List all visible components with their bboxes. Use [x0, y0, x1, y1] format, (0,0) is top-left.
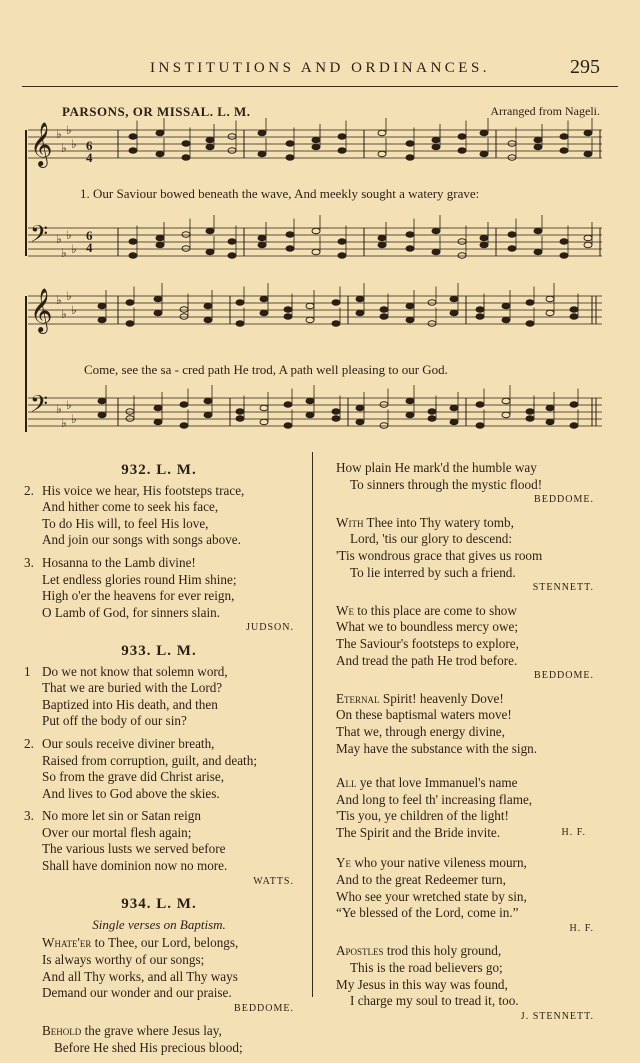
- verse-drop-word: Behold: [42, 1023, 82, 1039]
- verse-author: STENNETT.: [532, 582, 594, 594]
- note-head: [338, 134, 346, 140]
- single-verse-we: [336, 603, 594, 669]
- note-head: [228, 239, 236, 245]
- verse-line: And lives to God above the skies.: [42, 785, 220, 801]
- note-head: [180, 314, 188, 320]
- note-head: [380, 307, 388, 313]
- note-head: [204, 303, 212, 309]
- note-head: [156, 235, 164, 241]
- hymn-933-verse-1: [24, 664, 294, 730]
- flat-icon: ♭: [71, 412, 77, 426]
- verse-line: And tread the path He trod before.: [336, 652, 518, 668]
- note-head: [406, 303, 414, 309]
- note-head: [458, 239, 466, 245]
- verse-line: And to the great Redeemer turn,: [336, 872, 506, 888]
- page-number: 295: [570, 56, 600, 78]
- hymn-934-verse-1: [24, 935, 294, 1001]
- note-head: [560, 148, 568, 154]
- note-head: [534, 144, 542, 150]
- hymn-933-title: 933. L. M.: [121, 642, 197, 659]
- note-head: [258, 235, 266, 241]
- lyric-line-2: Come, see the sa - cred path He trod, A path well pleasing to our God.: [84, 362, 448, 377]
- note-head: [126, 416, 134, 422]
- note-head: [338, 239, 346, 245]
- note-head: [129, 239, 137, 245]
- verse-author: BEDDOME.: [534, 494, 594, 506]
- verse-number: 2.: [24, 482, 34, 498]
- note-head: [450, 296, 458, 302]
- note-head: [450, 310, 458, 316]
- verse-author: H. F.: [569, 922, 594, 934]
- verse-line: And long to feel th' increasing flame,: [336, 791, 533, 807]
- note-head: [584, 235, 592, 241]
- note-head: [458, 148, 466, 154]
- note-head: [126, 321, 134, 327]
- note-head: [480, 151, 488, 157]
- verse-line: Raised from corruption, guilt, and death;: [42, 752, 257, 768]
- note-head: [356, 419, 364, 425]
- verse-number: 1: [24, 663, 31, 679]
- note-head: [332, 321, 340, 327]
- note-head: [450, 405, 458, 411]
- note-head: [546, 296, 554, 302]
- note-head: [428, 416, 436, 422]
- note-head: [182, 246, 190, 252]
- note-head: [526, 321, 534, 327]
- hymn-934-author-1: BEDDOME.: [234, 1002, 294, 1014]
- note-head: [206, 137, 214, 143]
- note-head: [476, 307, 484, 313]
- note-head: [258, 151, 266, 157]
- note-head: [98, 398, 106, 404]
- note-head: [204, 412, 212, 418]
- verse-line: My Jesus in this way was found,: [336, 976, 508, 992]
- note-head: [312, 228, 320, 234]
- note-head: [356, 296, 364, 302]
- flat-icon: ♭: [71, 137, 77, 151]
- note-head: [228, 253, 236, 259]
- note-head: [182, 141, 190, 147]
- flat-icon: ♭: [61, 416, 67, 430]
- note-head: [428, 300, 436, 306]
- note-head: [584, 130, 592, 136]
- left-column: [24, 460, 294, 1063]
- note-head: [458, 134, 466, 140]
- note-head: [476, 314, 484, 320]
- note-head: [338, 253, 346, 259]
- note-head: [98, 303, 106, 309]
- note-head: [428, 321, 436, 327]
- note-head: [286, 141, 294, 147]
- note-head: [180, 402, 188, 408]
- note-head: [286, 246, 294, 252]
- note-head: [356, 405, 364, 411]
- flat-icon: ♭: [66, 123, 72, 137]
- note-head: [180, 423, 188, 429]
- flat-icon: ♭: [56, 127, 62, 141]
- verse-line: I charge my soul to tread it, too.: [350, 993, 519, 1009]
- note-head: [534, 228, 542, 234]
- note-head: [260, 419, 268, 425]
- verse-line: And hither come to seek his face,: [42, 499, 219, 515]
- note-head: [154, 419, 162, 425]
- note-head: [406, 246, 414, 252]
- note-head: [508, 141, 516, 147]
- note-head: [129, 148, 137, 154]
- verse-line: O Lamb of God, for sinners slain.: [42, 604, 220, 620]
- hymn-934-subtitle: Single verses on Baptism.: [92, 916, 226, 932]
- verse-drop-word: Whate'er: [42, 935, 92, 951]
- verse-line: Hosanna to the Lamb divine!: [42, 554, 196, 570]
- flat-icon: ♭: [56, 402, 62, 416]
- verse-line: 'Tis wondrous grace that gives us room: [336, 547, 543, 563]
- continued-verse: [336, 460, 594, 493]
- verse-line: Before He shed His precious blood;: [54, 1040, 243, 1055]
- note-head: [338, 148, 346, 154]
- verse-line: Over our mortal flesh again;: [42, 824, 192, 840]
- bass-clef-icon: 𝄢: [30, 390, 49, 423]
- note-head: [584, 242, 592, 248]
- note-head: [502, 303, 510, 309]
- verse-line: to Thee, our Lord, belongs,: [94, 935, 239, 951]
- note-head: [570, 423, 578, 429]
- flat-icon: ♭: [61, 246, 67, 260]
- verse-drop-word: Ye: [336, 855, 352, 871]
- note-head: [378, 130, 386, 136]
- lyric-line-1: 1. Our Saviour bowed beneath the wave, And meekly sought a watery grave:: [80, 186, 480, 201]
- verse-line: Let endless glories round Him shine;: [42, 571, 237, 587]
- flat-icon: ♭: [66, 289, 72, 303]
- tune-name: PARSONS, OR MISSAL. L. M.: [62, 104, 251, 119]
- verse-line: the grave where Jesus lay,: [84, 1023, 222, 1039]
- note-head: [129, 253, 137, 259]
- note-head: [286, 155, 294, 161]
- note-head: [306, 412, 314, 418]
- note-head: [546, 310, 554, 316]
- hymn-932-verse-2: [24, 483, 294, 549]
- verse-drop-word: With: [336, 514, 364, 530]
- verse-author: J. STENNETT.: [520, 1010, 594, 1022]
- note-head: [458, 253, 466, 259]
- note-head: [380, 402, 388, 408]
- time-signature: 4: [86, 150, 93, 165]
- note-head: [228, 134, 236, 140]
- single-verse-all: [336, 775, 594, 841]
- note-head: [204, 317, 212, 323]
- verse-author: H. F.: [561, 826, 586, 838]
- verse-line: The Spirit and the Bride invite.: [336, 824, 501, 840]
- flat-icon: ♭: [66, 398, 72, 412]
- note-head: [284, 423, 292, 429]
- note-head: [534, 249, 542, 255]
- single-verse-apostles: [336, 943, 594, 1009]
- hymn-933-author: WATTS.: [253, 875, 294, 887]
- flat-icon: ♭: [61, 141, 67, 155]
- note-head: [476, 423, 484, 429]
- header-rule: [22, 86, 618, 87]
- hymn-933-verse-2: [24, 736, 294, 802]
- note-head: [258, 130, 266, 136]
- verse-line: To do His will, to feel His love,: [42, 515, 209, 531]
- treble-clef-icon: 𝄞: [30, 122, 53, 166]
- verse-number: 3.: [24, 554, 34, 570]
- note-head: [228, 148, 236, 154]
- note-head: [480, 242, 488, 248]
- note-head: [526, 409, 534, 415]
- note-head: [284, 402, 292, 408]
- verse-line: “Ye blessed of the Lord, come in.”: [336, 905, 519, 921]
- verse-number: 3.: [24, 808, 34, 824]
- verse-drop-word: Apostles: [336, 943, 384, 959]
- note-head: [406, 412, 414, 418]
- verse-line: trod this holy ground,: [386, 943, 502, 959]
- verse-line: Baptized into His death, and then: [42, 696, 218, 712]
- verse-line: Lord, 'tis our glory to descend:: [350, 531, 513, 547]
- note-head: [378, 235, 386, 241]
- note-head: [406, 232, 414, 238]
- treble-clef-icon: 𝄞: [30, 288, 53, 332]
- note-head: [306, 317, 314, 323]
- note-head: [546, 405, 554, 411]
- note-head: [480, 130, 488, 136]
- note-head: [502, 398, 510, 404]
- note-head: [306, 303, 314, 309]
- note-head: [356, 310, 364, 316]
- note-head: [129, 134, 137, 140]
- verse-line: The various lusts we served before: [42, 841, 226, 857]
- flat-icon: ♭: [56, 232, 62, 246]
- note-head: [286, 232, 294, 238]
- note-head: [126, 409, 134, 415]
- flat-icon: ♭: [66, 228, 72, 242]
- note-head: [570, 314, 578, 320]
- note-head: [156, 242, 164, 248]
- note-head: [284, 314, 292, 320]
- note-head: [180, 307, 188, 313]
- note-head: [508, 155, 516, 161]
- verse-line: On these baptismal waters move!: [336, 707, 512, 723]
- verse-line: Demand our wonder and our praise.: [42, 985, 232, 1001]
- flat-icon: ♭: [56, 293, 62, 307]
- single-verse-with: [336, 515, 594, 581]
- note-head: [206, 144, 214, 150]
- flat-icon: ♭: [71, 242, 77, 256]
- verse-line: to this place are come to show: [357, 602, 517, 618]
- note-head: [560, 253, 568, 259]
- note-head: [204, 398, 212, 404]
- verse-line: Shall have dominion now no more.: [42, 858, 228, 874]
- verse-line: Our souls receive diviner breath,: [42, 735, 215, 751]
- verse-line: Do we not know that solemn word,: [42, 663, 228, 679]
- verse-line: ye that love Immanuel's name: [359, 775, 518, 791]
- note-head: [480, 235, 488, 241]
- note-head: [332, 416, 340, 422]
- time-signature: 6: [86, 138, 93, 153]
- note-head: [428, 409, 436, 415]
- verse-line: High o'er the heavens for ever reign,: [42, 588, 235, 604]
- note-head: [154, 296, 162, 302]
- note-head: [236, 416, 244, 422]
- note-head: [206, 228, 214, 234]
- verse-line: No more let sin or Satan reign: [42, 808, 201, 824]
- note-head: [570, 307, 578, 313]
- note-head: [502, 317, 510, 323]
- note-head: [260, 310, 268, 316]
- note-head: [380, 423, 388, 429]
- note-head: [332, 300, 340, 306]
- single-verse-eternal: [336, 691, 594, 757]
- verse-line: And all Thy works, and all Thy ways: [42, 968, 238, 984]
- note-head: [432, 228, 440, 234]
- note-head: [502, 412, 510, 418]
- note-head: [432, 249, 440, 255]
- note-head: [260, 405, 268, 411]
- verse-drop-word: We: [336, 602, 354, 618]
- note-head: [236, 409, 244, 415]
- hymn-934-title: 934. L. M.: [121, 896, 197, 913]
- note-head: [526, 416, 534, 422]
- verse-line: So from the grave did Christ arise,: [42, 769, 225, 785]
- note-head: [546, 419, 554, 425]
- bass-clef-icon: 𝄢: [30, 220, 49, 253]
- hymn-932-title: 932. L. M.: [121, 462, 197, 478]
- verse-line: To sinners through the mystic flood!: [350, 476, 543, 492]
- note-head: [258, 242, 266, 248]
- verse-line: To lie interred by such a friend.: [350, 564, 516, 580]
- note-head: [584, 151, 592, 157]
- verse-line: That we, through energy divine,: [336, 723, 505, 739]
- note-head: [98, 317, 106, 323]
- note-head: [154, 405, 162, 411]
- single-verse-ye: [336, 855, 594, 921]
- note-head: [206, 249, 214, 255]
- note-head: [560, 134, 568, 140]
- note-head: [406, 155, 414, 161]
- note-head: [182, 232, 190, 238]
- note-head: [432, 144, 440, 150]
- note-head: [182, 155, 190, 161]
- verse-number: 2.: [24, 735, 34, 751]
- time-signature: 4: [86, 240, 93, 255]
- note-head: [284, 307, 292, 313]
- verse-line: 'Tis you, ye children of the light!: [336, 808, 509, 824]
- verse-line: Put off the body of our sin?: [42, 713, 187, 729]
- verse-line: This is the road believers go;: [350, 960, 503, 976]
- note-head: [332, 409, 340, 415]
- note-head: [406, 141, 414, 147]
- hymn-934-verse-2: [24, 1023, 294, 1056]
- verse-line: What we to boundless mercy owe;: [336, 619, 519, 635]
- note-head: [380, 314, 388, 320]
- note-head: [154, 310, 162, 316]
- note-head: [476, 402, 484, 408]
- note-head: [526, 300, 534, 306]
- verse-line: Who see your wretched state by sin,: [336, 888, 527, 904]
- flat-icon: ♭: [61, 307, 67, 321]
- right-column: [336, 460, 594, 1031]
- note-head: [432, 137, 440, 143]
- verse-line: And join our songs with songs above.: [42, 532, 241, 548]
- verse-drop-word: Eternal: [336, 690, 380, 706]
- note-head: [450, 419, 458, 425]
- note-head: [534, 137, 542, 143]
- note-head: [570, 402, 578, 408]
- verse-line: who your native vileness mourn,: [354, 855, 527, 871]
- verse-line: Is always worthy of our songs;: [42, 952, 205, 968]
- verse-line: May have the substance with the sign.: [336, 740, 538, 756]
- note-head: [508, 246, 516, 252]
- column-divider: [312, 452, 313, 997]
- note-head: [236, 321, 244, 327]
- note-head: [126, 300, 134, 306]
- hymn-932-author: JUDSON.: [246, 622, 294, 634]
- note-head: [260, 296, 268, 302]
- verse-line: That we are buried with the Lord?: [42, 680, 223, 696]
- page-header-title: INSTITUTIONS AND ORDINANCES.: [149, 60, 491, 76]
- note-head: [406, 317, 414, 323]
- note-head: [156, 151, 164, 157]
- hymn-933-verse-3: [24, 808, 294, 874]
- note-head: [406, 398, 414, 404]
- note-head: [306, 398, 314, 404]
- note-head: [312, 144, 320, 150]
- note-head: [378, 242, 386, 248]
- verse-line: Thee into Thy watery tomb,: [366, 514, 514, 530]
- arranged-credit: Arranged from Nageli.: [490, 104, 600, 118]
- time-signature: 6: [86, 228, 93, 243]
- verse-line: His voice we hear, His footsteps trace,: [42, 482, 245, 498]
- verse-line: Spirit! heavenly Dove!: [382, 690, 504, 706]
- hymn-932-verse-3: [24, 555, 294, 621]
- flat-icon: ♭: [71, 303, 77, 317]
- note-head: [98, 412, 106, 418]
- verse-line: How plain He mark'd the humble way: [336, 460, 537, 475]
- note-head: [378, 151, 386, 157]
- verse-author: BEDDOME.: [534, 670, 594, 682]
- note-head: [560, 239, 568, 245]
- note-head: [508, 232, 516, 238]
- note-head: [156, 130, 164, 136]
- note-head: [312, 249, 320, 255]
- verse-drop-word: All: [336, 775, 357, 791]
- note-head: [312, 137, 320, 143]
- note-head: [236, 300, 244, 306]
- verse-line: The Saviour's footsteps to explore,: [336, 635, 519, 651]
